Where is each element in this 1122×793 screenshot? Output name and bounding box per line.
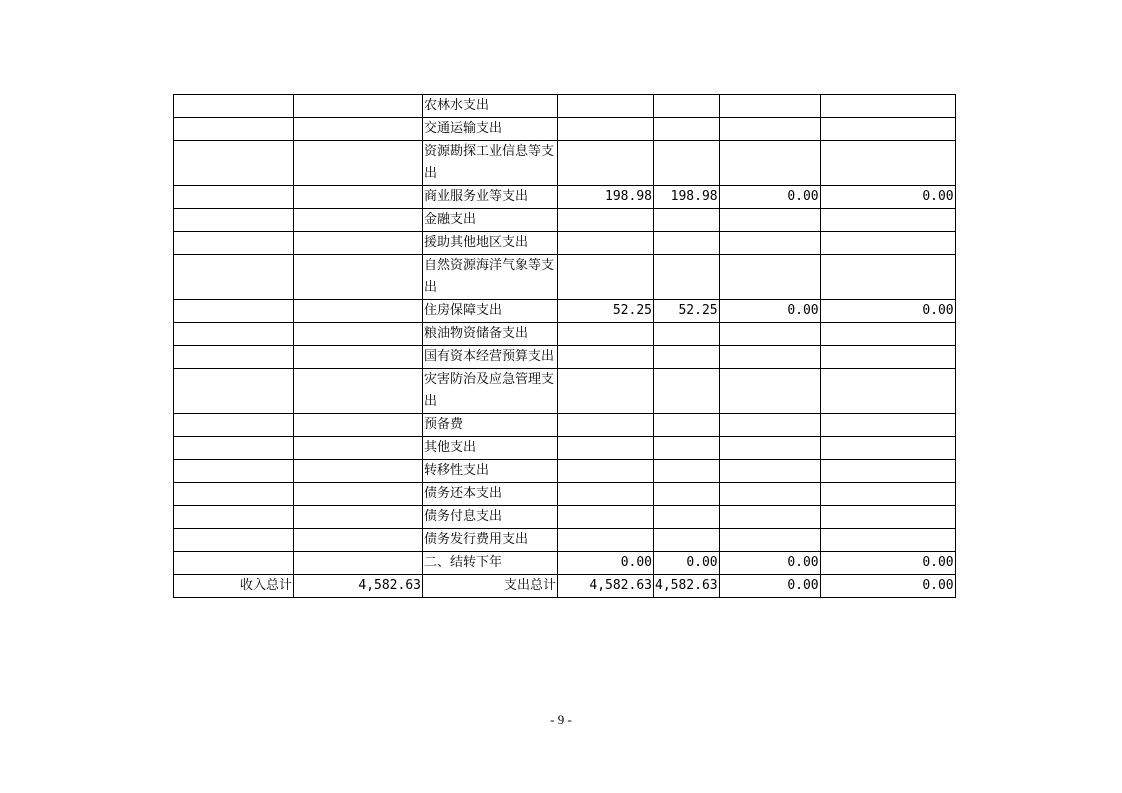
- state-capital-cell: [820, 346, 955, 369]
- table-row: [174, 369, 956, 414]
- income-item-cell: [174, 300, 294, 323]
- general-budget-cell: [654, 437, 720, 460]
- fund-budget-cell: 0.00: [719, 552, 820, 575]
- table-row: [174, 118, 956, 141]
- income-item-cell: [174, 552, 294, 575]
- fund-budget-cell: 0.00: [719, 186, 820, 209]
- state-capital-cell: 0.00: [820, 300, 955, 323]
- general-budget-cell: [654, 323, 720, 346]
- table-row: [174, 414, 956, 437]
- expense-fund-value: 0.00: [719, 575, 820, 598]
- income-item-cell: [174, 346, 294, 369]
- total-cell: 198.98: [558, 186, 654, 209]
- totals-row: [174, 575, 956, 598]
- expense-item-cell: 资源勘探工业信息等支出: [423, 141, 558, 186]
- fund-budget-cell: 0.00: [719, 300, 820, 323]
- expense-item-cell: 援助其他地区支出: [423, 232, 558, 255]
- table-row: [174, 437, 956, 460]
- income-item-cell: [174, 118, 294, 141]
- income-item-cell: [174, 414, 294, 437]
- income-amount-cell: [294, 255, 423, 300]
- expense-state-value: 0.00: [820, 575, 955, 598]
- state-capital-cell: [820, 483, 955, 506]
- income-item-cell: [174, 95, 294, 118]
- state-capital-cell: [820, 141, 955, 186]
- income-total-value: 4,582.63: [294, 575, 423, 598]
- table-row: [174, 186, 956, 209]
- income-amount-cell: [294, 460, 423, 483]
- expense-general-value: 4,582.63: [654, 575, 720, 598]
- total-cell: [558, 414, 654, 437]
- total-cell: [558, 506, 654, 529]
- income-amount-cell: [294, 118, 423, 141]
- total-cell: [558, 323, 654, 346]
- income-amount-cell: [294, 369, 423, 414]
- total-cell: [558, 460, 654, 483]
- fund-budget-cell: [719, 506, 820, 529]
- general-budget-cell: [654, 255, 720, 300]
- expense-item-cell: 二、结转下年: [423, 552, 558, 575]
- expense-item-cell: 转移性支出: [423, 460, 558, 483]
- state-capital-cell: [820, 369, 955, 414]
- fund-budget-cell: [719, 460, 820, 483]
- total-cell: [558, 369, 654, 414]
- expense-total-label: 支出总计: [423, 575, 558, 598]
- expense-item-cell: 其他支出: [423, 437, 558, 460]
- total-cell: [558, 529, 654, 552]
- income-amount-cell: [294, 437, 423, 460]
- table-row: [174, 255, 956, 300]
- state-capital-cell: [820, 506, 955, 529]
- general-budget-cell: [654, 232, 720, 255]
- general-budget-cell: [654, 369, 720, 414]
- income-item-cell: [174, 209, 294, 232]
- total-cell: [558, 95, 654, 118]
- income-amount-cell: [294, 506, 423, 529]
- state-capital-cell: [820, 232, 955, 255]
- total-cell: [558, 141, 654, 186]
- total-cell: [558, 346, 654, 369]
- income-item-cell: [174, 186, 294, 209]
- general-budget-cell: [654, 141, 720, 186]
- income-amount-cell: [294, 323, 423, 346]
- general-budget-cell: [654, 209, 720, 232]
- income-item-cell: [174, 255, 294, 300]
- income-item-cell: [174, 529, 294, 552]
- expense-item-cell: 债务付息支出: [423, 506, 558, 529]
- fund-budget-cell: [719, 118, 820, 141]
- income-item-cell: [174, 483, 294, 506]
- table-row: [174, 346, 956, 369]
- expense-item-cell: 预备费: [423, 414, 558, 437]
- expense-item-cell: 交通运输支出: [423, 118, 558, 141]
- state-capital-cell: [820, 437, 955, 460]
- table-row: [174, 529, 956, 552]
- state-capital-cell: 0.00: [820, 186, 955, 209]
- general-budget-cell: [654, 460, 720, 483]
- expense-total-value: 4,582.63: [558, 575, 654, 598]
- general-budget-cell: [654, 506, 720, 529]
- expense-item-cell: 债务发行费用支出: [423, 529, 558, 552]
- expense-item-cell: 住房保障支出: [423, 300, 558, 323]
- expense-item-cell: 国有资本经营预算支出: [423, 346, 558, 369]
- general-budget-cell: [654, 529, 720, 552]
- state-capital-cell: [820, 209, 955, 232]
- income-item-cell: [174, 506, 294, 529]
- state-capital-cell: [820, 460, 955, 483]
- income-amount-cell: [294, 95, 423, 118]
- table-row: [174, 552, 956, 575]
- income-amount-cell: [294, 552, 423, 575]
- fund-budget-cell: [719, 369, 820, 414]
- total-cell: [558, 437, 654, 460]
- general-budget-cell: 0.00: [654, 552, 720, 575]
- table-row: [174, 232, 956, 255]
- total-cell: 52.25: [558, 300, 654, 323]
- expense-item-cell: 金融支出: [423, 209, 558, 232]
- table-row: [174, 460, 956, 483]
- state-capital-cell: [820, 414, 955, 437]
- table-row: [174, 506, 956, 529]
- total-cell: [558, 483, 654, 506]
- state-capital-cell: [820, 95, 955, 118]
- table-row: [174, 209, 956, 232]
- table-row: [174, 95, 956, 118]
- expense-item-cell: 自然资源海洋气象等支出: [423, 255, 558, 300]
- income-amount-cell: [294, 529, 423, 552]
- table-row: [174, 483, 956, 506]
- page-number: - 9 -: [550, 712, 572, 727]
- income-amount-cell: [294, 300, 423, 323]
- general-budget-cell: [654, 483, 720, 506]
- total-cell: [558, 232, 654, 255]
- fund-budget-cell: [719, 255, 820, 300]
- general-budget-cell: [654, 95, 720, 118]
- state-capital-cell: [820, 323, 955, 346]
- income-amount-cell: [294, 209, 423, 232]
- income-item-cell: [174, 323, 294, 346]
- income-item-cell: [174, 369, 294, 414]
- fund-budget-cell: [719, 437, 820, 460]
- income-item-cell: [174, 141, 294, 186]
- general-budget-cell: [654, 414, 720, 437]
- state-capital-cell: 0.00: [820, 552, 955, 575]
- total-cell: [558, 118, 654, 141]
- expense-item-cell: 债务还本支出: [423, 483, 558, 506]
- income-item-cell: [174, 460, 294, 483]
- general-budget-cell: [654, 118, 720, 141]
- income-item-cell: [174, 437, 294, 460]
- general-budget-cell: 52.25: [654, 300, 720, 323]
- budget-table: [173, 94, 956, 598]
- expense-item-cell: 农林水支出: [423, 95, 558, 118]
- fund-budget-cell: [719, 141, 820, 186]
- fund-budget-cell: [719, 483, 820, 506]
- expense-item-cell: 粮油物资储备支出: [423, 323, 558, 346]
- fund-budget-cell: [719, 323, 820, 346]
- income-amount-cell: [294, 186, 423, 209]
- total-cell: [558, 209, 654, 232]
- fund-budget-cell: [719, 95, 820, 118]
- state-capital-cell: [820, 255, 955, 300]
- fund-budget-cell: [719, 232, 820, 255]
- income-amount-cell: [294, 232, 423, 255]
- general-budget-cell: 198.98: [654, 186, 720, 209]
- general-budget-cell: [654, 346, 720, 369]
- total-cell: [558, 255, 654, 300]
- income-amount-cell: [294, 141, 423, 186]
- table-row: [174, 323, 956, 346]
- income-amount-cell: [294, 483, 423, 506]
- table-row: [174, 300, 956, 323]
- income-item-cell: [174, 232, 294, 255]
- fund-budget-cell: [719, 414, 820, 437]
- state-capital-cell: [820, 118, 955, 141]
- expense-item-cell: 商业服务业等支出: [423, 186, 558, 209]
- income-total-label: 收入总计: [174, 575, 294, 598]
- table-body: [174, 95, 956, 575]
- income-amount-cell: [294, 346, 423, 369]
- total-cell: 0.00: [558, 552, 654, 575]
- fund-budget-cell: [719, 529, 820, 552]
- fund-budget-cell: [719, 346, 820, 369]
- expense-item-cell: 灾害防治及应急管理支出: [423, 369, 558, 414]
- state-capital-cell: [820, 529, 955, 552]
- income-amount-cell: [294, 414, 423, 437]
- fund-budget-cell: [719, 209, 820, 232]
- table-row: [174, 141, 956, 186]
